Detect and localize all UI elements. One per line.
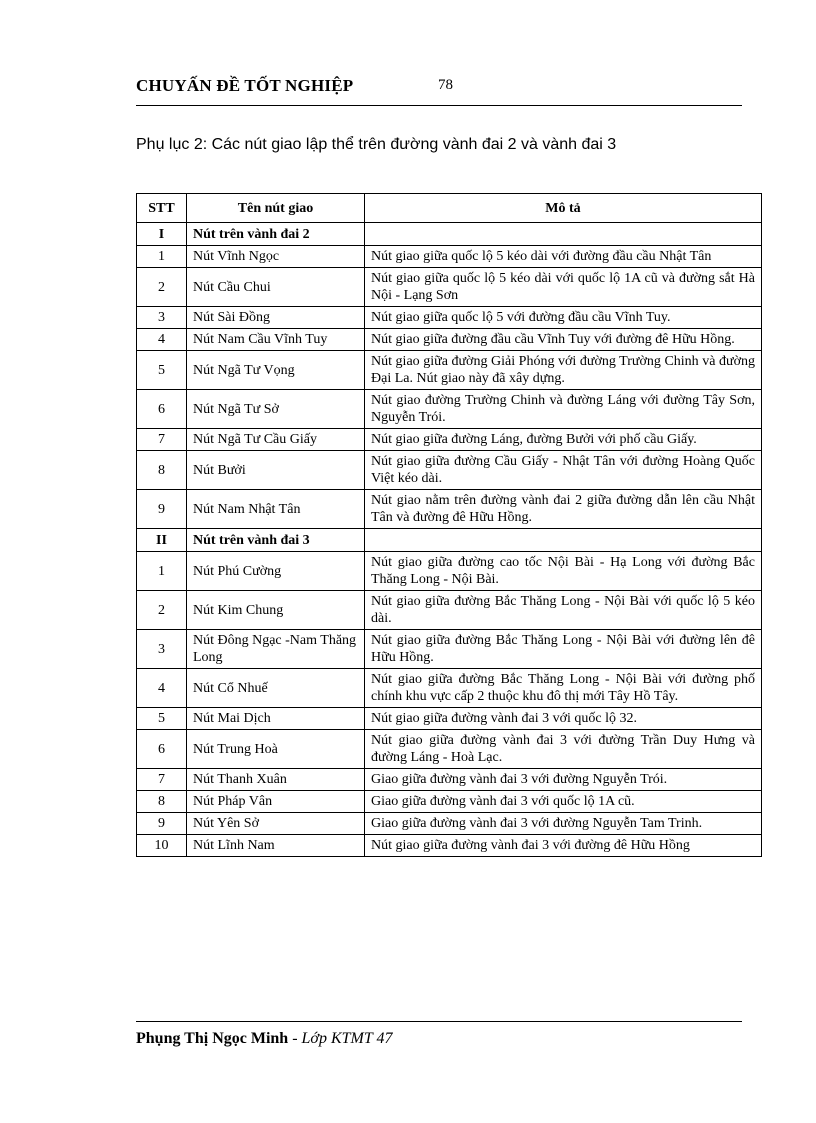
interchange-description: Nút giao giữa đường vành đai 3 với đường Trần Duy Hưng và đường Láng - Hoà Lạc. xyxy=(365,730,762,769)
interchange-description: Giao giữa đường vành đai 3 với đường Nguyễn Tam Trinh. xyxy=(365,813,762,835)
interchange-description: Giao giữa đường vành đai 3 với đường Nguyễn Trói. xyxy=(365,769,762,791)
interchange-name: Nút Cầu Chui xyxy=(187,268,365,307)
interchange-name: Nút Phú Cường xyxy=(187,552,365,591)
interchange-name: Nút Cổ Nhuế xyxy=(187,669,365,708)
interchange-description: Nút giao giữa quốc lộ 5 kéo dài với đường đầu cầu Nhật Tân xyxy=(365,246,762,268)
interchange-name: Nút Thanh Xuân xyxy=(187,769,365,791)
interchange-name: Nút Ngã Tư Vọng xyxy=(187,351,365,390)
header-rule xyxy=(136,105,742,106)
row-number: 1 xyxy=(137,246,187,268)
table-row xyxy=(137,730,762,769)
interchange-name: Nút Lĩnh Nam xyxy=(187,835,365,857)
row-number: 6 xyxy=(137,390,187,429)
table-row xyxy=(137,835,762,857)
interchange-name: Nút Bưởi xyxy=(187,451,365,490)
table-row xyxy=(137,669,762,708)
row-number: 9 xyxy=(137,490,187,529)
section-title: Nút trên vành đai 2 xyxy=(187,223,365,246)
table-row xyxy=(137,429,762,451)
table-row xyxy=(137,791,762,813)
row-number: 9 xyxy=(137,813,187,835)
column-header-stt: STT xyxy=(137,194,187,223)
interchange-table xyxy=(136,193,762,857)
row-number: 2 xyxy=(137,268,187,307)
interchange-description: Nút giao giữa đường Bắc Thăng Long - Nội Bài với quốc lộ 5 kéo dài. xyxy=(365,591,762,630)
row-number: 3 xyxy=(137,307,187,329)
section-empty-cell xyxy=(365,223,762,246)
interchange-description: Giao giữa đường vành đai 3 với quốc lộ 1A cũ. xyxy=(365,791,762,813)
interchange-description: Nút giao giữa quốc lộ 5 với đường đầu cầu Vĩnh Tuy. xyxy=(365,307,762,329)
interchange-description: Nút giao giữa đường Láng, đường Bưởi với phố cầu Giấy. xyxy=(365,429,762,451)
interchange-description: Nút giao đường Trường Chinh và đường Láng với đường Tây Sơn, Nguyễn Trói. xyxy=(365,390,762,429)
row-number: 8 xyxy=(137,451,187,490)
interchange-name: Nút Vĩnh Ngọc xyxy=(187,246,365,268)
interchange-name: Nút Yên Sở xyxy=(187,813,365,835)
page-number: 78 xyxy=(438,77,453,93)
table-row xyxy=(137,329,762,351)
table-row xyxy=(137,390,762,429)
interchange-name: Nút Kim Chung xyxy=(187,591,365,630)
interchange-name: Nút Mai Dịch xyxy=(187,708,365,730)
table-row xyxy=(137,246,762,268)
table-row xyxy=(137,769,762,791)
section-row xyxy=(137,529,762,552)
interchange-description: Nút giao giữa đường Bắc Thăng Long - Nội Bài với đường lên đê Hữu Hồng. xyxy=(365,630,762,669)
section-empty-cell xyxy=(365,529,762,552)
row-number: 10 xyxy=(137,835,187,857)
interchange-description: Nút giao nằm trên đường vành đai 2 giữa đường dẫn lên cầu Nhật Tân và đường đê Hữu Hồng. xyxy=(365,490,762,529)
appendix-caption: Phụ lục 2: Các nút giao lập thể trên đường vành đai 2 và vành đai 3 xyxy=(136,136,617,153)
interchange-description: Nút giao giữa đường cao tốc Nội Bài - Hạ Long với đường Bắc Thăng Long - Nội Bài. xyxy=(365,552,762,591)
page-footer xyxy=(136,1030,392,1048)
section-title: Nút trên vành đai 3 xyxy=(187,529,365,552)
footer-rule xyxy=(136,1021,742,1022)
row-number: 2 xyxy=(137,591,187,630)
interchange-name: Nút Ngã Tư Sở xyxy=(187,390,365,429)
table-body xyxy=(137,223,762,857)
interchange-description: Nút giao giữa đường Giải Phóng với đường Trường Chinh và đường Đại La. Nút giao này đã xây dựng. xyxy=(365,351,762,390)
page-header-title: CHUYẤN ĐỀ TỐT NGHIỆP xyxy=(136,76,354,95)
interchange-description: Nút giao giữa đường đầu cầu Vĩnh Tuy với đường đê Hữu Hồng. xyxy=(365,329,762,351)
interchange-name: Nút Trung Hoà xyxy=(187,730,365,769)
table-row xyxy=(137,451,762,490)
interchange-description: Nút giao giữa đường vành đai 3 với quốc lộ 32. xyxy=(365,708,762,730)
row-number: 4 xyxy=(137,669,187,708)
interchange-description: Nút giao giữa đường vành đai 3 với đường đê Hữu Hồng xyxy=(365,835,762,857)
footer-separator: - xyxy=(288,1030,302,1047)
row-number: 5 xyxy=(137,708,187,730)
interchange-name: Nút Nam Cầu Vĩnh Tuy xyxy=(187,329,365,351)
row-number: 4 xyxy=(137,329,187,351)
table-row xyxy=(137,552,762,591)
table-row xyxy=(137,591,762,630)
row-number: 5 xyxy=(137,351,187,390)
table-row xyxy=(137,813,762,835)
footer-class: Lớp KTMT 47 xyxy=(301,1030,393,1047)
column-header-description: Mô tả xyxy=(365,194,762,223)
interchange-name: Nút Ngã Tư Cầu Giấy xyxy=(187,429,365,451)
table-row xyxy=(137,268,762,307)
table-row xyxy=(137,490,762,529)
interchange-description: Nút giao giữa đường Bắc Thăng Long - Nội Bài với đường phố chính khu vực cấp 2 thuộc khu đô thị mới Tây Hồ Tây. xyxy=(365,669,762,708)
interchange-table-container xyxy=(136,193,761,857)
table-row xyxy=(137,708,762,730)
interchange-name: Nút Nam Nhật Tân xyxy=(187,490,365,529)
table-header-row xyxy=(137,194,762,223)
section-number: II xyxy=(137,529,187,552)
interchange-name: Nút Đông Ngạc -Nam Thăng Long xyxy=(187,630,365,669)
table-row xyxy=(137,351,762,390)
column-header-name: Tên nút giao xyxy=(187,194,365,223)
interchange-name: Nút Pháp Vân xyxy=(187,791,365,813)
footer-author: Phụng Thị Ngọc Minh xyxy=(136,1030,289,1047)
interchange-description: Nút giao giữa quốc lộ 5 kéo dài với quốc lộ 1A cũ và đường sắt Hà Nội - Lạng Sơn xyxy=(365,268,762,307)
table-row xyxy=(137,630,762,669)
row-number: 8 xyxy=(137,791,187,813)
row-number: 7 xyxy=(137,429,187,451)
row-number: 7 xyxy=(137,769,187,791)
table-row xyxy=(137,307,762,329)
interchange-description: Nút giao giữa đường Cầu Giấy - Nhật Tân với đường Hoàng Quốc Việt kéo dài. xyxy=(365,451,762,490)
row-number: 3 xyxy=(137,630,187,669)
section-number: I xyxy=(137,223,187,246)
section-row xyxy=(137,223,762,246)
row-number: 6 xyxy=(137,730,187,769)
row-number: 1 xyxy=(137,552,187,591)
interchange-name: Nút Sài Đồng xyxy=(187,307,365,329)
